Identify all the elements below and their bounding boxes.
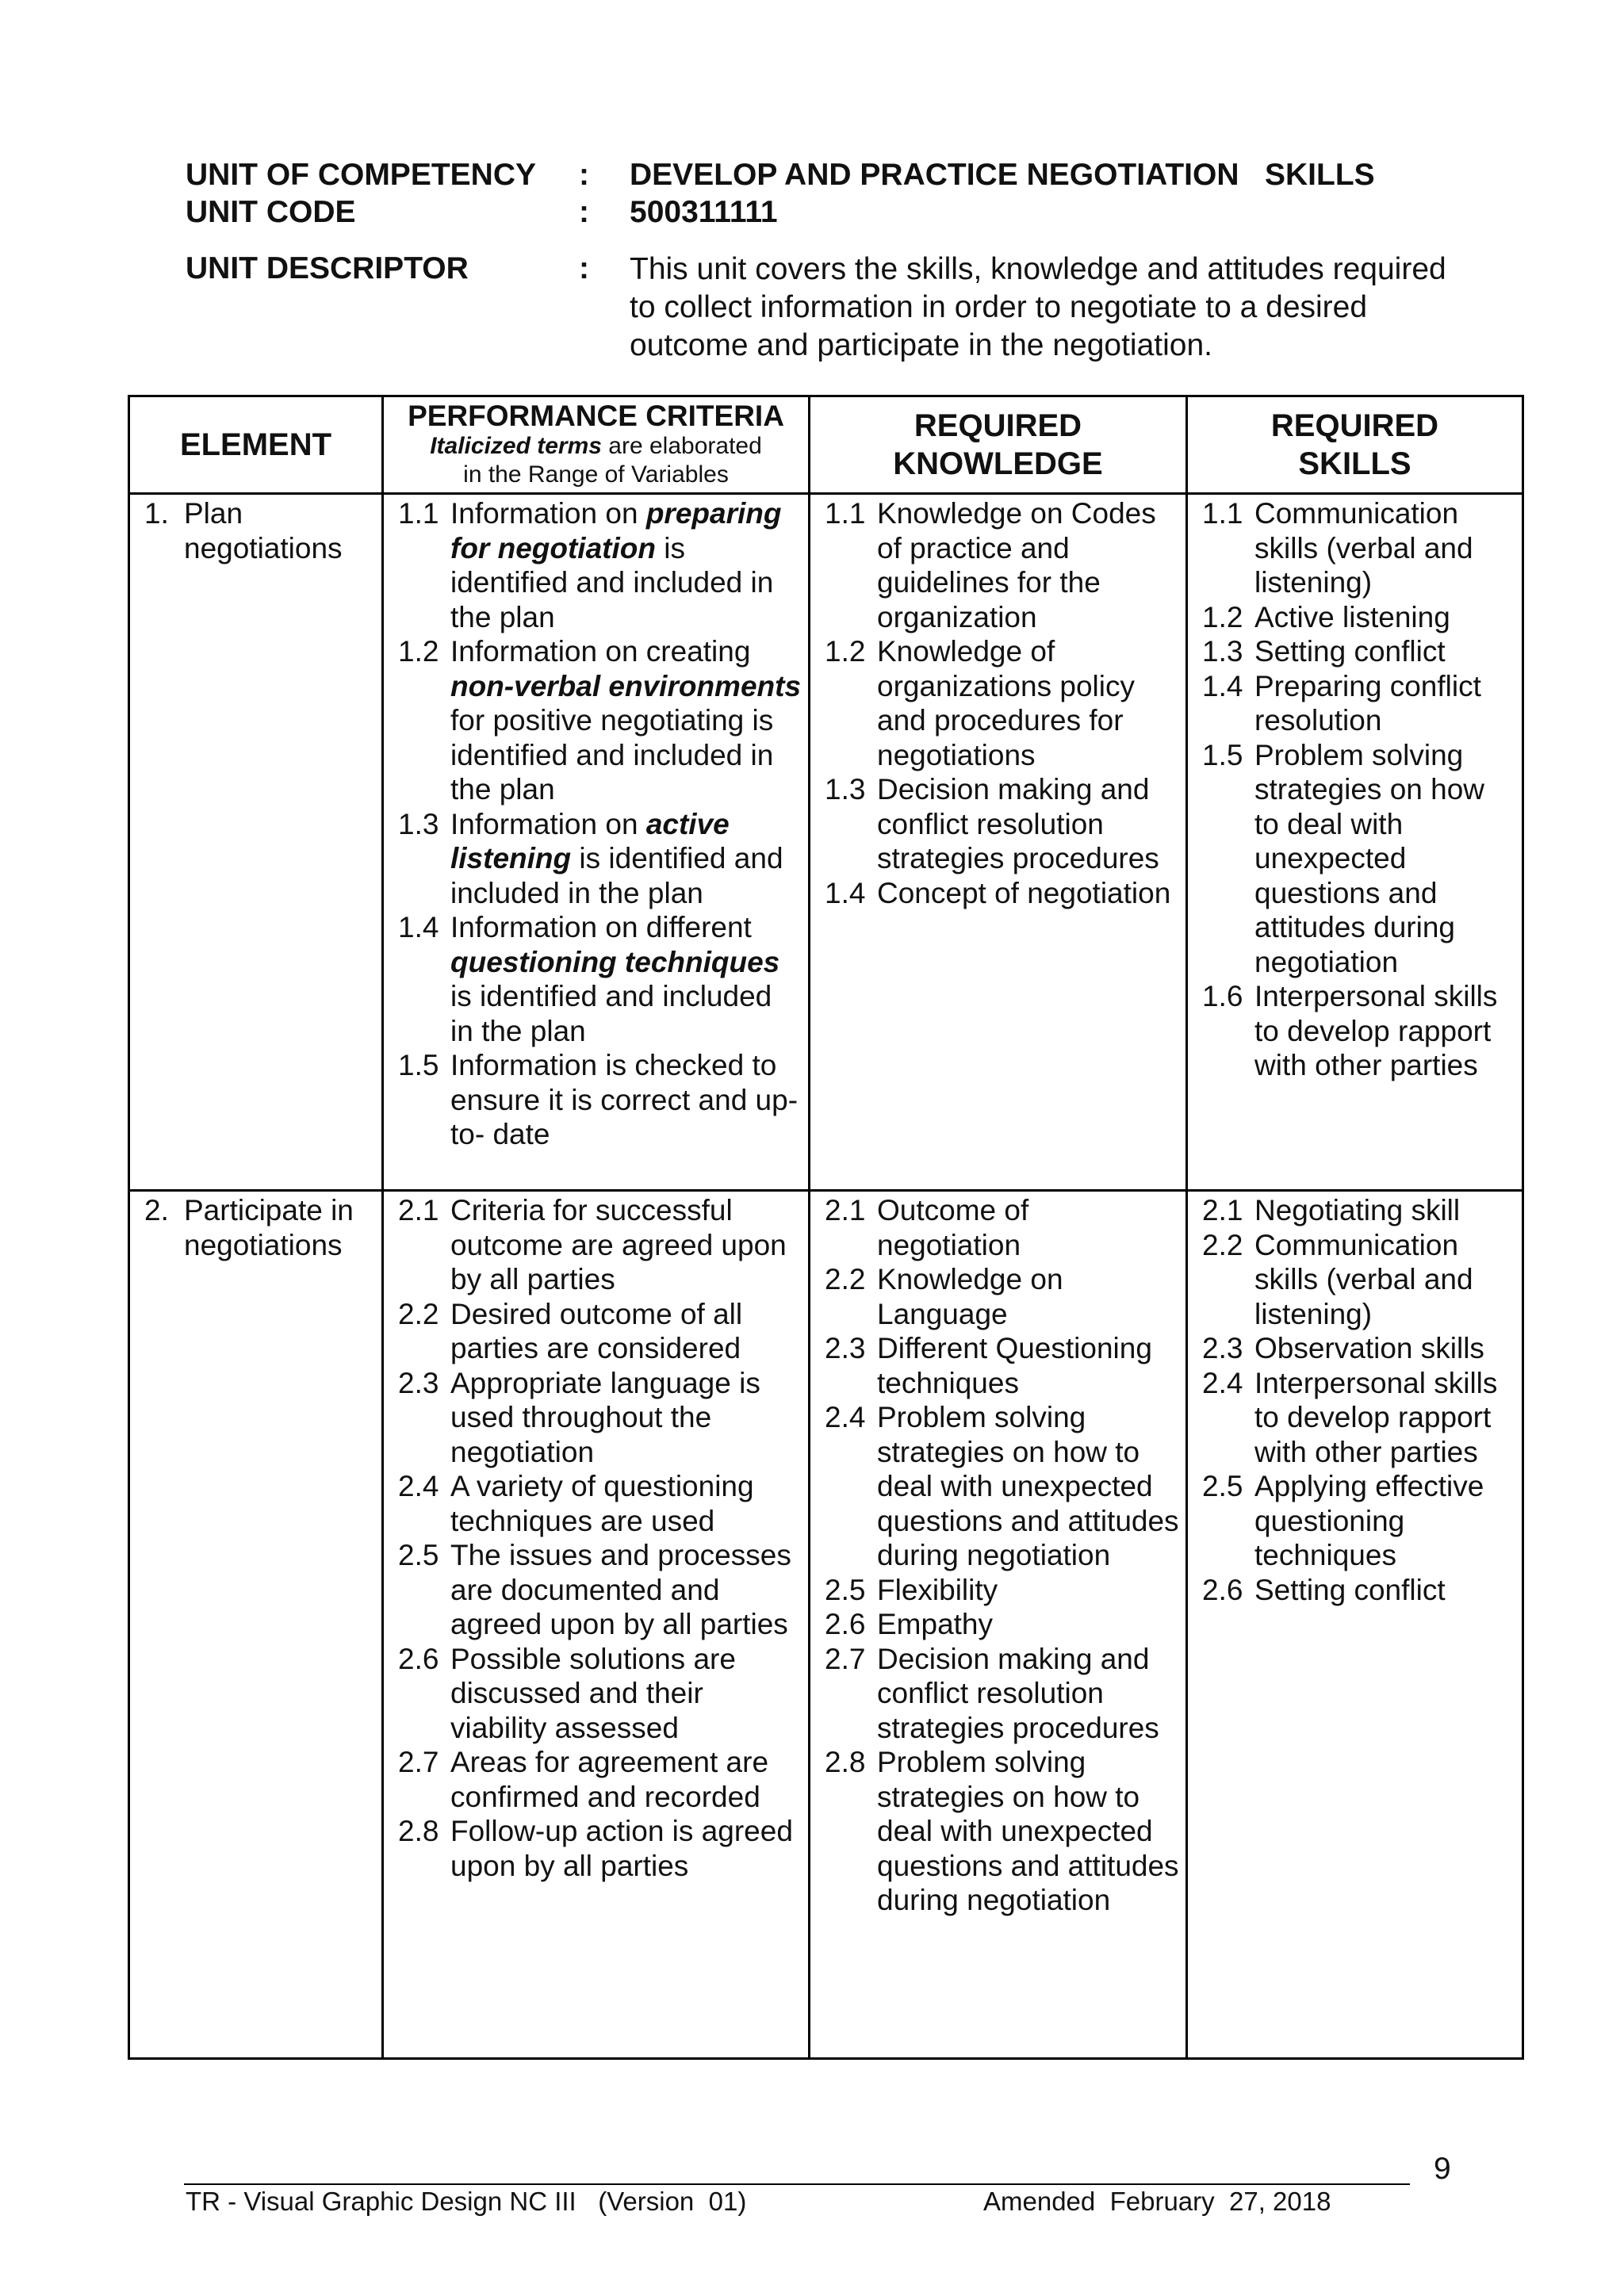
unit-descriptor-value: This unit covers the skills, knowledge and attitudes required to collect information in order to negotiate to a desired outcome and participate in the negotiation. xyxy=(630,252,1446,362)
item-number: 1.1 xyxy=(398,497,439,530)
item-text: Problem solving strategies on how to deal with unexpected questions and attitudes during negotiation xyxy=(877,1746,1179,1916)
item-number: 1.3 xyxy=(1202,635,1243,668)
item-text: Setting conflict xyxy=(1254,1573,1446,1606)
item-text: Outcome of negotiation xyxy=(877,1194,1029,1261)
criteria-text-part: Information on creating xyxy=(450,635,751,668)
criteria-text-part: Appropriate language is used throughout the negotiation xyxy=(450,1366,760,1468)
item-number: 1.3 xyxy=(398,807,439,840)
criteria-item xyxy=(398,1469,802,1538)
criteria-text xyxy=(450,910,802,1048)
criteria-text-part: for positive negotiating is identified and included in the plan xyxy=(450,704,774,806)
item-text: Knowledge on Language xyxy=(877,1263,1063,1330)
item-number: 2.6 xyxy=(1202,1573,1243,1606)
pc-note-italic: Italicized terms xyxy=(430,433,602,459)
knowledge-cell xyxy=(810,1191,1187,2059)
criteria-text-part: Desired outcome of all parties are considered xyxy=(450,1297,743,1364)
pc-note-line2: in the Range of Variables xyxy=(463,461,729,488)
criteria-text xyxy=(450,634,802,807)
item-number: 1.2 xyxy=(825,635,866,668)
list-item xyxy=(825,634,1179,772)
item-number: 1.6 xyxy=(1202,980,1243,1012)
criteria-cell xyxy=(383,494,810,1191)
criteria-text-part: A variety of questioning techniques are used xyxy=(450,1470,754,1537)
criteria-item xyxy=(398,1366,802,1470)
item-number: 2.4 xyxy=(1202,1366,1243,1399)
element-cell: 2. Participate in negotiations xyxy=(129,1191,383,2059)
item-number: 1.4 xyxy=(825,876,866,909)
italicized-term: non-verbal environments xyxy=(450,669,802,702)
unit-descriptor-label: UNIT DESCRIPTOR xyxy=(186,251,469,285)
item-number: 1.3 xyxy=(825,773,866,806)
table-row xyxy=(129,494,1523,1191)
list-item xyxy=(825,1193,1179,1262)
header-required-skills: REQUIRED SKILLS xyxy=(1187,396,1523,494)
criteria-text-part: is identified and included in the plan xyxy=(450,842,783,909)
item-number: 2.5 xyxy=(1202,1470,1243,1502)
list-item xyxy=(1202,1366,1515,1470)
footer-rule xyxy=(184,2183,1410,2185)
criteria-text xyxy=(450,1193,802,1297)
criteria-text-part: is identified and included in the plan xyxy=(450,980,772,1047)
criteria-item xyxy=(398,634,802,807)
italicized-term: questioning techniques xyxy=(450,945,780,978)
item-number: 2.3 xyxy=(1202,1332,1243,1364)
item-number: 2.5 xyxy=(398,1539,439,1571)
item-text: Interpersonal skills to develop rapport with other parties xyxy=(1254,1366,1498,1468)
header-performance-criteria: PERFORMANCE CRITERIA Italicized terms are elaborated in the Range of Variables xyxy=(383,396,810,494)
skills-cell xyxy=(1187,494,1523,1191)
colon: : xyxy=(579,195,589,229)
header-required-knowledge: REQUIRED KNOWLEDGE xyxy=(810,396,1187,494)
item-text: Setting conflict xyxy=(1254,635,1446,668)
criteria-text xyxy=(450,496,802,634)
item-text: Applying effective questioning techniques xyxy=(1254,1470,1484,1571)
criteria-cell xyxy=(383,1191,810,2059)
item-number: 2.1 xyxy=(398,1194,439,1226)
list-item xyxy=(825,1400,1179,1573)
criteria-text-part: is identified and included in the plan xyxy=(450,531,774,633)
skills-cell xyxy=(1187,1191,1523,2059)
item-number: 1.1 xyxy=(1202,497,1243,530)
competency-table xyxy=(128,395,1524,2060)
criteria-text-part: Possible solutions are discussed and their viability assessed xyxy=(450,1642,736,1744)
italicized-term: preparing for negotiation xyxy=(450,497,782,564)
list-item xyxy=(825,772,1179,876)
item-number: 2.2 xyxy=(1202,1228,1243,1261)
item-text: Different Questioning techniques xyxy=(877,1332,1152,1399)
criteria-item xyxy=(398,1048,802,1152)
item-text: Flexibility xyxy=(877,1573,998,1606)
item-text: Empathy xyxy=(877,1608,994,1640)
list-item xyxy=(825,1642,1179,1746)
criteria-item xyxy=(398,807,802,911)
list-item xyxy=(1202,979,1515,1083)
criteria-item xyxy=(398,1642,802,1746)
criteria-text-part: Information on xyxy=(450,807,646,840)
unit-code-label: UNIT CODE xyxy=(186,195,356,229)
item-number: 2.7 xyxy=(398,1746,439,1778)
italicized-term: active listening xyxy=(450,807,730,874)
criteria-text-part: Follow-up action is agreed upon by all parties xyxy=(450,1815,793,1882)
list-item xyxy=(1202,669,1515,738)
item-number: 2.6 xyxy=(825,1608,866,1640)
criteria-item xyxy=(398,910,802,1048)
criteria-text xyxy=(450,1297,802,1366)
criteria-item xyxy=(398,496,802,634)
item-text: Negotiating skill xyxy=(1254,1194,1461,1226)
criteria-item xyxy=(398,1745,802,1814)
list-item xyxy=(1202,738,1515,980)
page-number: 9 xyxy=(1434,2152,1451,2186)
unit-of-competency-value: DEVELOP AND PRACTICE NEGOTIATION SKILLS xyxy=(630,158,1375,192)
element-cell: 1. Plan negotiations xyxy=(129,494,383,1191)
item-number: 1.1 xyxy=(825,497,866,530)
item-number: 2.7 xyxy=(825,1642,866,1675)
item-number: 2.4 xyxy=(398,1470,439,1502)
criteria-item xyxy=(398,1193,802,1297)
item-number: 2.2 xyxy=(825,1263,866,1295)
item-number: 2.5 xyxy=(825,1573,866,1606)
header-element: ELEMENT xyxy=(129,396,383,494)
criteria-text xyxy=(450,1366,802,1470)
item-number: 2.6 xyxy=(398,1642,439,1675)
colon: : xyxy=(579,158,589,192)
criteria-text-part: Information on xyxy=(450,497,646,530)
list-item xyxy=(825,1745,1179,1918)
item-number: 1.5 xyxy=(1202,738,1243,771)
item-text: Communication skills (verbal and listening) xyxy=(1254,497,1473,599)
list-item xyxy=(825,1607,1179,1642)
item-number: 1.4 xyxy=(398,911,439,943)
unit-code-value: 500311111 xyxy=(630,195,778,229)
item-number: 1.4 xyxy=(1202,669,1243,702)
item-number: 1.2 xyxy=(1202,600,1243,633)
item-text: Communication skills (verbal and listening) xyxy=(1254,1228,1473,1330)
table-header-row xyxy=(129,396,1523,494)
item-number: 2.1 xyxy=(1202,1194,1243,1226)
item-text: Active listening xyxy=(1254,600,1450,633)
item-number: 2.8 xyxy=(825,1746,866,1778)
item-number: 2.4 xyxy=(825,1401,866,1433)
list-item xyxy=(825,1331,1179,1400)
criteria-text-part: Criteria for successful outcome are agreed upon by all parties xyxy=(450,1194,787,1295)
list-item xyxy=(1202,1469,1515,1573)
criteria-text-part: Information is checked to ensure it is correct and up-to- date xyxy=(450,1049,799,1150)
criteria-item xyxy=(398,1538,802,1642)
list-item xyxy=(825,496,1179,634)
list-item xyxy=(1202,1193,1515,1228)
list-item xyxy=(825,1573,1179,1608)
colon: : xyxy=(579,251,589,285)
item-text: Preparing conflict resolution xyxy=(1254,669,1481,737)
list-item xyxy=(1202,634,1515,669)
criteria-item xyxy=(398,1297,802,1366)
list-item xyxy=(1202,1331,1515,1366)
item-text: Observation skills xyxy=(1254,1332,1484,1364)
item-text: Interpersonal skills to develop rapport with other parties xyxy=(1254,980,1498,1081)
criteria-text xyxy=(450,807,802,911)
item-text: Decision making and conflict resolution strategies procedures xyxy=(877,773,1159,874)
item-number: 2.1 xyxy=(825,1194,866,1226)
criteria-text-part: Areas for agreement are confirmed and recorded xyxy=(450,1746,769,1813)
item-number: 1.2 xyxy=(398,635,439,668)
list-item xyxy=(1202,496,1515,600)
criteria-text xyxy=(450,1469,802,1538)
knowledge-cell xyxy=(810,494,1187,1191)
list-item xyxy=(1202,600,1515,635)
unit-of-competency-label: UNIT OF COMPETENCY xyxy=(186,158,537,192)
pc-note-rest: are elaborated xyxy=(601,433,762,459)
criteria-text xyxy=(450,1814,802,1883)
item-number: 2.3 xyxy=(398,1366,439,1399)
item-text: Problem solving strategies on how to deal with unexpected questions and attitudes during negotiation xyxy=(877,1401,1179,1571)
list-item xyxy=(825,876,1179,911)
criteria-text-part: The issues and processes are documented and agreed upon by all parties xyxy=(450,1539,791,1640)
item-text: Knowledge on Codes of practice and guidelines for the organization xyxy=(877,497,1156,633)
list-item xyxy=(825,1262,1179,1331)
item-text: Knowledge of organizations policy and procedures for negotiations xyxy=(877,635,1135,771)
footer-right: Amended February 27, 2018 xyxy=(983,2187,1331,2216)
criteria-text xyxy=(450,1048,802,1152)
criteria-text xyxy=(450,1642,802,1746)
criteria-text xyxy=(450,1538,802,1642)
item-number: 1.5 xyxy=(398,1049,439,1081)
criteria-item xyxy=(398,1814,802,1883)
item-text: Concept of negotiation xyxy=(877,876,1171,909)
item-number: 2.2 xyxy=(398,1297,439,1330)
item-text: Problem solving strategies on how to deal with unexpected questions and attitudes during negotiation xyxy=(1254,738,1485,978)
footer-left: TR - Visual Graphic Design NC III (Version 01) xyxy=(186,2187,747,2216)
criteria-text xyxy=(450,1745,802,1814)
item-number: 2.8 xyxy=(398,1815,439,1847)
item-number: 2.3 xyxy=(825,1332,866,1364)
criteria-text-part: Information on different xyxy=(450,911,752,943)
item-text: Decision making and conflict resolution strategies procedures xyxy=(877,1642,1159,1744)
table-row xyxy=(129,1191,1523,2059)
list-item xyxy=(1202,1228,1515,1332)
list-item xyxy=(1202,1573,1515,1608)
